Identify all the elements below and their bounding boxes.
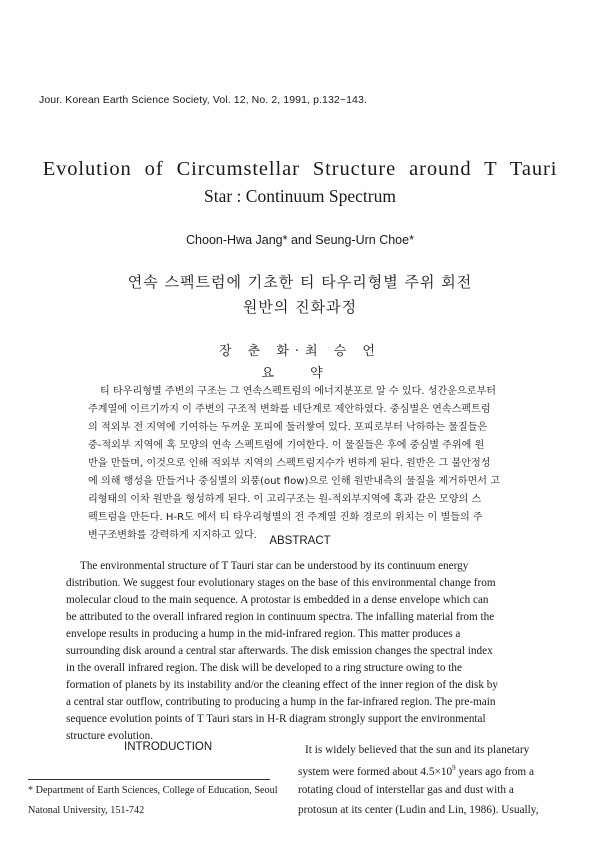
introduction-heading: INTRODUCTION: [124, 741, 213, 753]
intro-line: system were formed about $4.5\times 10^9$ years ago from a: [298, 764, 535, 778]
korean-title-line-2: 원반의 진화과정: [242, 298, 358, 316]
intro-line: rotating cloud of interstellar gas and dust with a: [298, 784, 514, 796]
abstract-line: in the overall infrared region. The disk will be developed to a ring structure owing to the: [66, 662, 462, 674]
footnote-line-2: Natonal University, 151-742: [28, 805, 145, 816]
korean-abstract-line: 에 의해 행성을 만들거나 중심별의 외풍(out flow)으로 인해 원반내측의 물질을 제거하면서 고: [88, 476, 501, 487]
abstract-line: distribution. We suggest four evolutionary stages on the base of this environmental change from: [66, 577, 496, 589]
footnote-divider: [28, 779, 270, 780]
intro-line: It is widely believed that the sun and its planetary: [305, 744, 530, 756]
korean-authors: 장 춘 화·최 승 언: [218, 344, 381, 359]
paper-title-line-2: Star : Continuum Spectrum: [203, 186, 396, 206]
korean-abstract-line: 리형태의 이차 원반을 형성하게 된다. 이 고리구조는 원-적외부지역에 혹과 같은 모양의 스: [88, 494, 482, 505]
korean-abstract-line: 반을 만들며, 이것으로 인해 적외부 지역의 스펙트럼지수가 변하게 된다. 원반은 그 불안정성: [88, 458, 491, 469]
abstract-line: envelope results in producing a hump in the mid-infrared region. This matter produces a: [66, 628, 461, 640]
footnote-line-1: * Department of Earth Sciences, College of Education, Seoul: [28, 785, 278, 796]
korean-abstract-line: 펙트럼을 만든다. H-R도 에서 티 타우리형별의 전 주계열 진화 경로의 위치는 이 별들의 주: [88, 512, 483, 523]
korean-abstract-line: 변구조변화를 강력하게 지지하고 있다.: [88, 530, 257, 541]
abstract-line: molecular cloud to the main sequence. A protostar is embedded in a dense envelope which can: [66, 594, 489, 606]
paper-title-line-1: Evolution of Circumstellar Structure around T Tauri: [42, 158, 558, 180]
korean-abstract-heading: 요 약: [261, 366, 339, 381]
paper-authors: Choon-Hwa Jang* and Seung-Urn Choe*: [186, 233, 414, 247]
exponent: 9: [452, 764, 456, 772]
abstract-line: sequence evolution points of T Tauri stars in H-R diagram strongly support the environmental: [66, 713, 486, 725]
journal-reference: Jour. Korean Earth Science Society, Vol. 12, No. 2, 1991, p.132~143.: [39, 94, 367, 106]
korean-abstract-line: 중-적외부 지역에 혹 모양의 연속 스펙트럼에 기여한다. 이 물질들은 후에 중심별 주위에 원: [88, 440, 485, 451]
abstract-line: formation of planets by its instability and/or the cleaning effect of the inner region of the disk by: [66, 679, 498, 691]
abstract-line: surrounding disk around a central star afterwards. The disk emission changes the spectral index: [66, 645, 493, 657]
intro-line: protosun at its center (Ludin and Lin, 1986). Usually,: [298, 804, 539, 816]
abstract-heading: ABSTRACT: [269, 535, 331, 547]
korean-abstract-line: 의 적외부 전 지역에 기여하는 두꺼운 포피에 둘러쌓여 있다. 포피로부터 낙하하는 물질들은: [88, 422, 488, 433]
korean-title-line-1: 연속 스펙트럼에 기초한 티 타우리형별 주위 회전: [127, 273, 473, 291]
abstract-line: structure evolution.: [66, 730, 153, 742]
korean-abstract-line: 주계열에 이르기까지 이 주변의 구조적 변화를 네단계로 제안하였다. 중심별은 연속스펙트럼: [88, 404, 491, 415]
abstract-line: a central star outflow, contributing to producing a hump in the far-infrared region. The pre-main: [66, 696, 496, 708]
abstract-line: The environmental structure of T Tauri star can be understood by its continuum energy: [80, 560, 469, 572]
abstract-line: be attributed to the overall infrared region in continuum spectra. The infalling material from the: [66, 611, 495, 623]
korean-abstract-line: 티 타우리형별 주변의 구조는 그 연속스펙트럼의 에너지분포로 알 수 있다. 성간운으로부터: [100, 386, 497, 397]
